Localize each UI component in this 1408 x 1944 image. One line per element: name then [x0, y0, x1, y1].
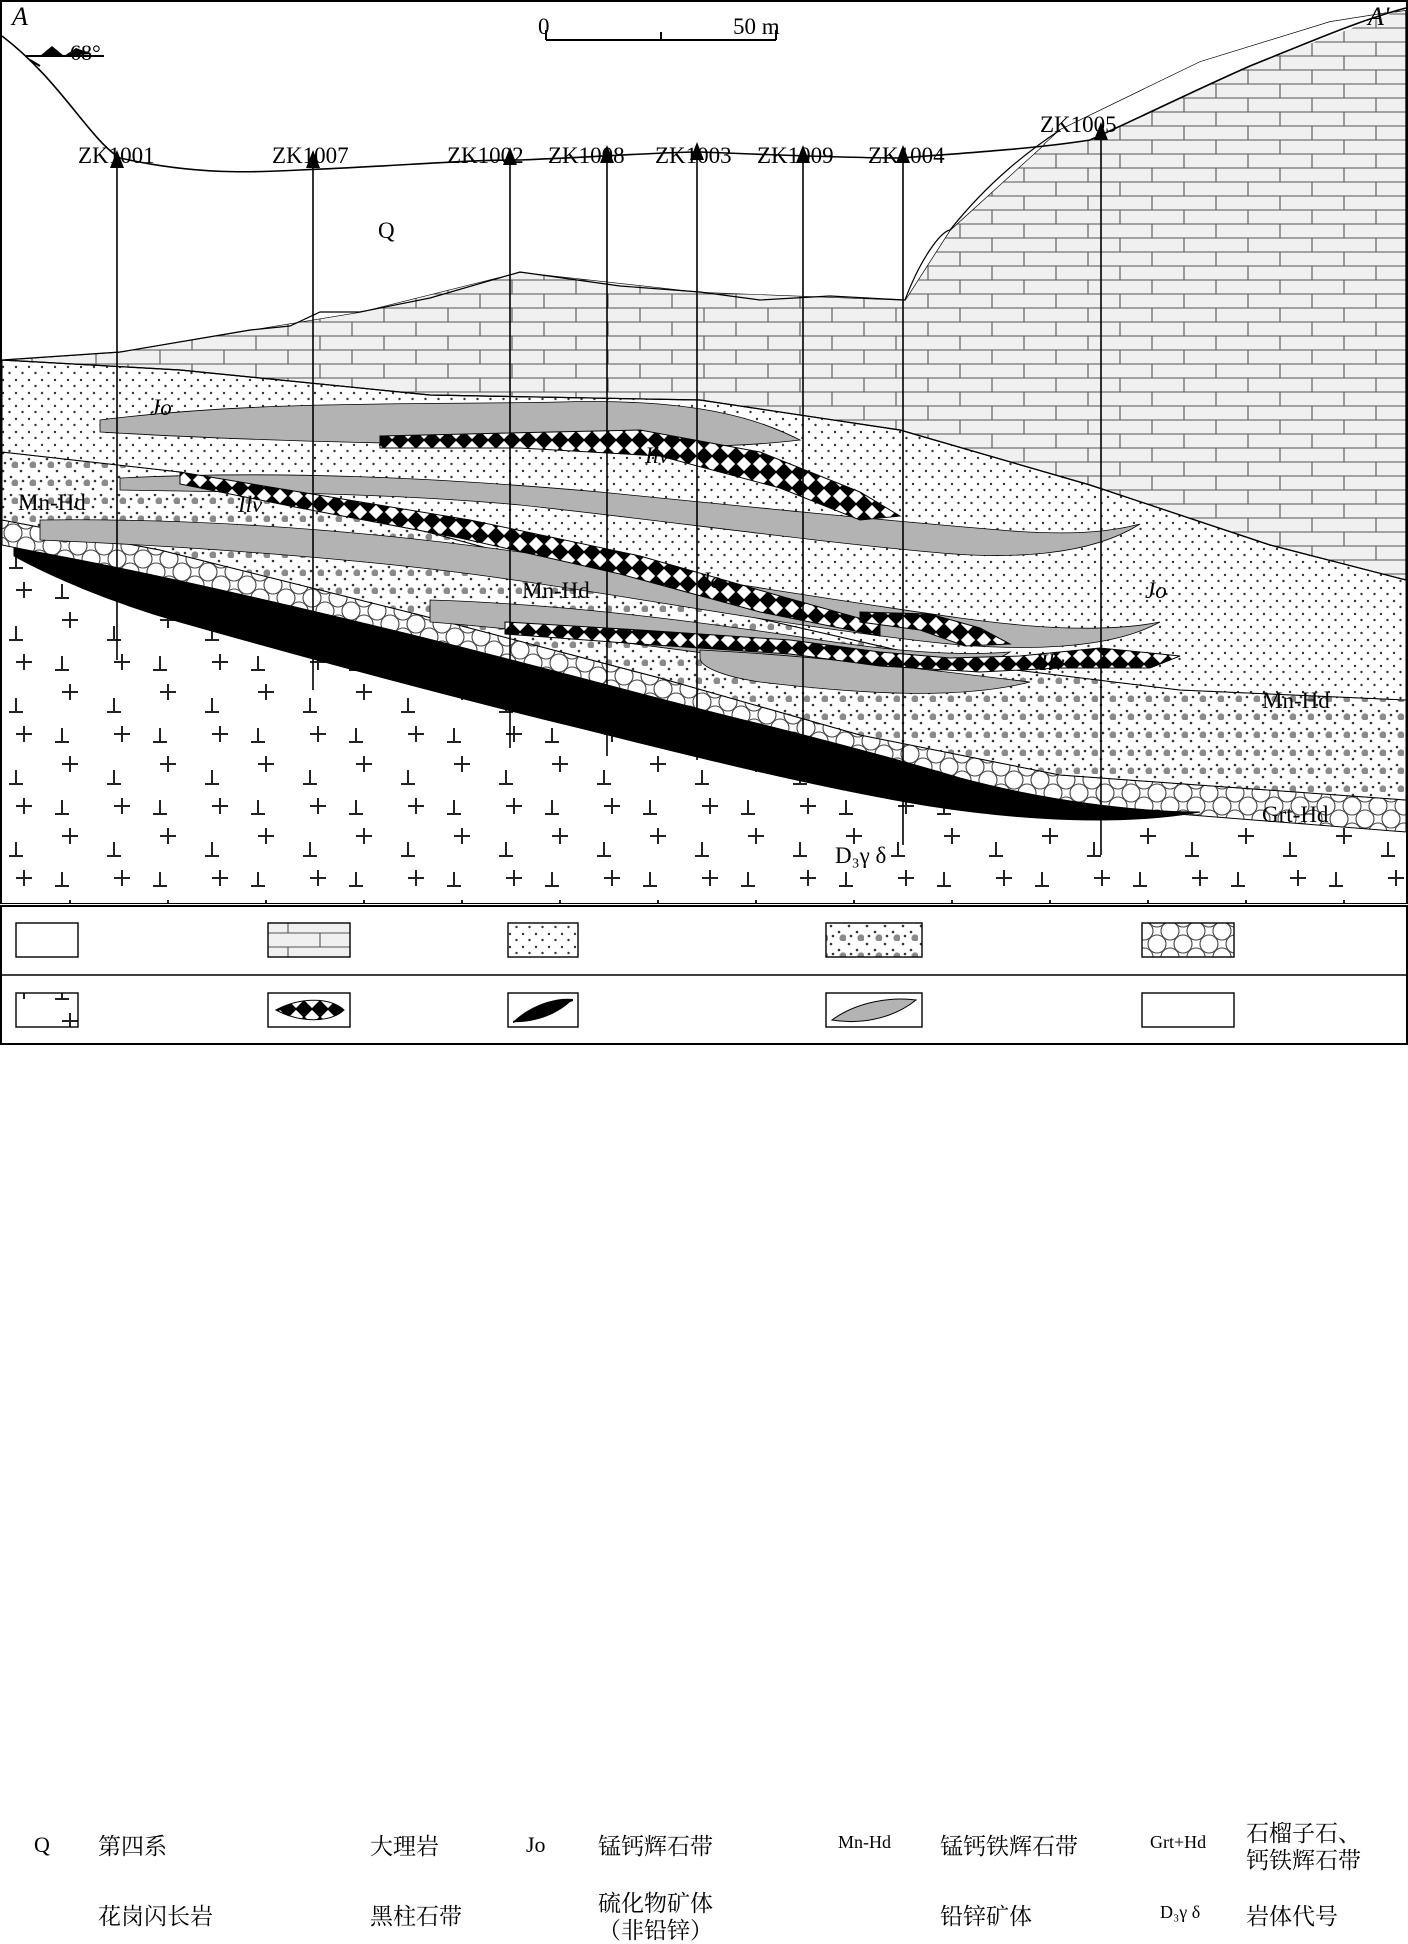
scale-right-label: 50 m [733, 14, 780, 39]
legend-item-label: 第四系 [98, 1833, 167, 1859]
map-unit-label: Ilv [238, 492, 263, 517]
geologic-cross-section [0, 0, 1408, 905]
map-unit-label: Ilv [645, 443, 670, 468]
map-unit-label: Mn-Hd [18, 490, 86, 515]
map-unit-label: Grt-Hd [1262, 802, 1329, 827]
map-unit-label: Mn-Hd [1262, 688, 1330, 713]
section-start-label: A [12, 2, 28, 31]
map-unit-label: D₃γ δ [835, 843, 887, 868]
map-unit-label: Q [378, 218, 395, 243]
legend-item-label: 锰钙铁辉石带 [940, 1833, 1078, 1859]
borehole-label: ZK1004 [868, 143, 945, 168]
legend-item-label: 石榴子石、 钙铁辉石带 [1246, 1820, 1361, 1873]
legend-swatch-text: D₃γ δ [1160, 1902, 1201, 1922]
borehole-label: ZK1005 [1040, 112, 1117, 137]
legend-swatch-text: Grt+Hd [1150, 1832, 1207, 1852]
legend-swatch-text: Q [34, 1832, 50, 1857]
borehole-label: ZK1008 [548, 143, 625, 168]
legend-panel [0, 905, 1408, 1943]
dip-angle-label: 68° [70, 40, 101, 65]
map-unit-label: Jo [700, 568, 722, 593]
borehole-label: ZK1007 [272, 143, 349, 168]
legend-item-label: 大理岩 [370, 1833, 439, 1859]
section-svg [0, 0, 1408, 905]
section-end-label: A' [1368, 2, 1390, 31]
legend-svg [0, 905, 1408, 1045]
map-unit-label: Jo [1145, 578, 1167, 603]
map-unit-label: Ilv [1040, 650, 1065, 675]
legend-swatch-text: Jo [526, 1832, 546, 1857]
map-unit-label: Jo [150, 395, 172, 420]
scale-left-label: 0 [538, 14, 550, 39]
legend-item-label: 铅锌矿体 [940, 1903, 1032, 1929]
borehole-label: ZK1002 [447, 143, 524, 168]
legend-item-label: 黑柱石带 [370, 1903, 462, 1929]
legend-item-label: 岩体代号 [1246, 1903, 1338, 1929]
borehole-label: ZK1003 [655, 143, 732, 168]
map-unit-label: Mn-Hd [522, 578, 590, 603]
legend-item-label: 花岗闪长岩 [98, 1903, 213, 1929]
legend-item-label: 锰钙辉石带 [598, 1833, 713, 1859]
legend-item-label: 硫化物矿体 （非铅锌） [598, 1890, 713, 1943]
legend-swatch-text: Mn-Hd [838, 1832, 891, 1852]
borehole-label: ZK1001 [78, 143, 155, 168]
borehole-label: ZK1009 [757, 143, 834, 168]
